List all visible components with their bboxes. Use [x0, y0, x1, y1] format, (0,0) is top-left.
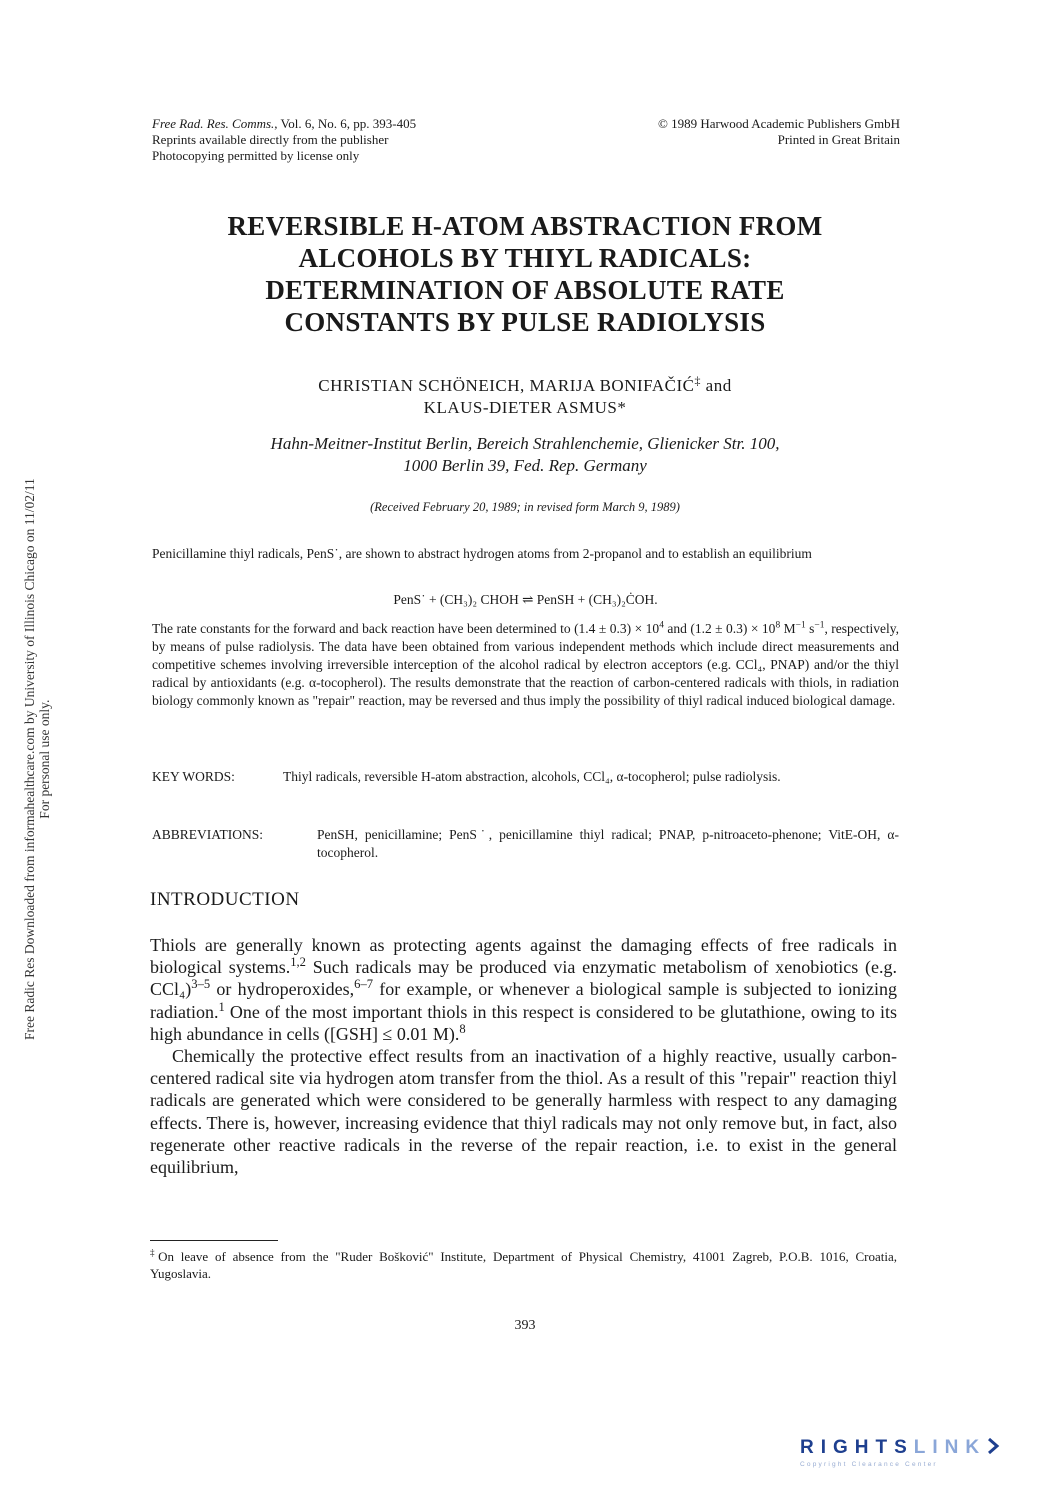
- abbreviations-text: PenSH, penicillamine; PenS˙, penicillamine thiyl radical; PNAP, p-nitroaceto-phenone; VitE-OH, α-tocopherol.: [317, 827, 899, 860]
- keywords-label: KEY WORDS:: [152, 769, 235, 784]
- exponent: 8: [775, 620, 781, 631]
- author-names: KLAUS-DIETER ASMUS*: [423, 398, 627, 417]
- copyright-note: © 1989 Harwood Academic Publishers GmbH: [657, 116, 900, 131]
- paragraph-text: or hydroperoxides,: [210, 979, 355, 1000]
- journal-name: Free Rad. Res. Comms.: [152, 116, 275, 131]
- page-number: 393: [514, 1318, 536, 1333]
- received-date: (Received February 20, 1989; in revised form March 9, 1989): [370, 500, 680, 514]
- unit: s: [805, 621, 815, 636]
- title-line: REVERSIBLE H-ATOM ABSTRACTION FROM: [227, 211, 823, 241]
- paragraph: [150, 934, 897, 1045]
- exponent: 4: [659, 620, 664, 631]
- paragraph-text: Such radicals may be produced via enzymatic metabolism of xenobiotics (e.g. CCl₄): [150, 957, 897, 1000]
- reprints-note: Reprints available directly from the publisher: [152, 132, 389, 147]
- abstract-text: The rate constants for the forward and back reaction have been determined to (1.4 ± 0.3) × 10: [152, 621, 660, 636]
- stamp-line: For personal use only.: [37, 699, 52, 819]
- footnote: [150, 1248, 897, 1282]
- abstract-text: and (1.2 ± 0.3) × 10: [663, 621, 776, 636]
- section-heading: INTRODUCTION: [150, 889, 300, 910]
- citation: 8: [459, 1021, 466, 1036]
- citation: 3–5: [191, 977, 211, 992]
- exponent: −1: [795, 620, 806, 631]
- equilibrium-equation: PenS˙ + (CH₃)₂ CHOH ⇌ PenSH + (CH₃)₂ĊOH.: [393, 592, 658, 607]
- download-stamp: [0, 0, 52, 1500]
- abbreviations-label: ABBREVIATIONS:: [152, 827, 264, 842]
- affiliation: [150, 433, 900, 477]
- logo-word: LINK: [913, 1437, 987, 1458]
- printed-note: Printed in Great Britain: [777, 132, 900, 147]
- affiliation-line: 1000 Berlin 39, Fed. Rep. Germany: [403, 456, 647, 475]
- rightslink-logo[interactable]: [800, 1437, 1030, 1477]
- logo-arrow-icon: [986, 1437, 1002, 1455]
- stamp-line: Free Radic Res Downloaded from informahealthcare.com by University of Illinois Chicago on 11/02/11: [22, 478, 37, 1040]
- abstract-text: , respectively, by means of pulse radiolysis. The data have been obtained from various independent methods which include direct measurements and competitive schemes involving irreversible interception of the alcohol radical by electron acceptors (e.g. CCl₄, PNAP) and/or the thiyl radical by antioxidants (e.g. α-tocopherol). The results demonstrate that the reaction of carbon-centered radicals with thiols, in radiation biology commonly known as "repair" reaction, may be reversed and thus imply the possibility of thiyl radical induced biological damage.: [152, 621, 899, 708]
- dagger-mark: ‡: [150, 1247, 159, 1258]
- photocopy-note: Photocopying permitted by license only: [152, 148, 360, 163]
- exponent: −1: [814, 620, 825, 631]
- title-line: DETERMINATION OF ABSOLUTE RATE: [265, 275, 785, 305]
- abbreviations-block: [152, 826, 899, 862]
- footnote-divider: [150, 1240, 278, 1241]
- logo-word: RIGHTS: [800, 1437, 914, 1458]
- logo-tagline: Copyright Clearance Center: [800, 1461, 938, 1468]
- unit: M: [780, 621, 796, 636]
- citation: 1,2: [290, 955, 306, 970]
- paper-title: [150, 210, 900, 338]
- abstract-body: [152, 620, 899, 710]
- citation: 1: [218, 999, 225, 1014]
- author-names: CHRISTIAN SCHÖNEICH, MARIJA BONIFAČIĆ: [318, 376, 695, 395]
- author-and: and: [700, 376, 732, 395]
- journal-volume: , Vol. 6, No. 6, pp. 393-405: [274, 116, 417, 131]
- title-line: CONSTANTS BY PULSE RADIOLYSIS: [284, 307, 766, 337]
- affiliation-line: Hahn-Meitner-Institut Berlin, Bereich Strahlenchemie, Glienicker Str. 100,: [270, 434, 780, 453]
- abstract-intro: Penicillamine thiyl radicals, PenS˙, are shown to abstract hydrogen atoms from 2-propanol and to establish an equilibrium: [152, 546, 812, 561]
- dagger-mark: ‡: [694, 373, 701, 388]
- publisher-header: [540, 116, 900, 148]
- title-line: ALCOHOLS BY THIYL RADICALS:: [298, 243, 752, 273]
- keywords-text: Thiyl radicals, reversible H-atom abstraction, alcohols, CCl₄, α-tocopherol; pulse radiolysis.: [283, 769, 781, 784]
- paragraph: Chemically the protective effect results from an inactivation of a highly reactive, usually carbon-centered radical site via hydrogen atom transfer from the thiol. As a result of this "repair" reaction thiyl radicals are generated which were considered to be generally harmless with respect to any damaging effects. There is, however, increasing evidence that thiyl radicals may not only remove but, in fact, also regenerate other reactive radicals in the reverse of the repair reaction, i.e. to exist in the general equilibrium,: [150, 1046, 897, 1178]
- paragraph-text: for example, or whenever a biological sample is subjected to ionizing radiation.: [150, 979, 898, 1022]
- paragraph-text: One of the most important thiols in this respect is considered to be glutathione, owing to its high abundance in cells ([GSH] ≤ 0.01 M).: [150, 1001, 897, 1044]
- paragraph-text: Thiols are generally known as protecting agents against the damaging effects of free radicals in biological systems.: [150, 935, 897, 978]
- keywords-block: [152, 768, 899, 786]
- footnote-text: On leave of absence from the "Ruder Bošković" Institute, Department of Physical Chemistry, 41001 Zagreb, P.O.B. 1016, Croatia, Yugoslavia.: [150, 1249, 897, 1281]
- journal-header: [152, 116, 572, 164]
- download-stamp-text: [22, 478, 52, 1040]
- introduction-body: [150, 934, 897, 1178]
- author-list: [150, 375, 900, 419]
- citation: 6–7: [354, 977, 374, 992]
